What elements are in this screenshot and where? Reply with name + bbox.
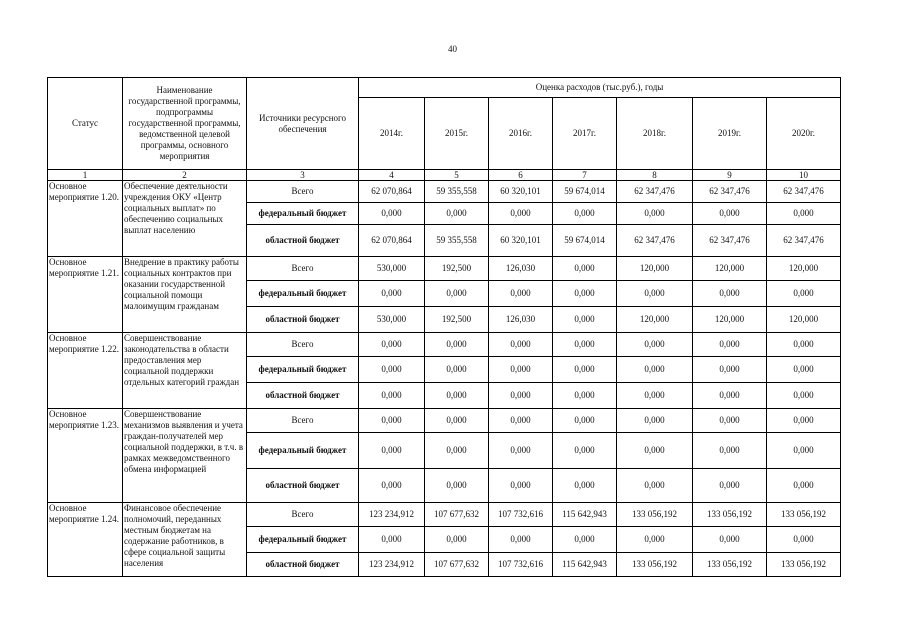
value-cell: 115 642,943 <box>553 553 617 577</box>
column-number: 8 <box>617 170 693 181</box>
value-cell: 62 347,476 <box>693 225 767 257</box>
value-cell: 0,000 <box>553 383 617 409</box>
value-cell: 0,000 <box>553 469 617 503</box>
value-cell: 60 320,101 <box>489 225 553 257</box>
column-number: 6 <box>489 170 553 181</box>
year-header: 2018г. <box>617 98 693 170</box>
value-cell: 133 056,192 <box>693 553 767 577</box>
value-cell: 0,000 <box>767 281 841 307</box>
value-cell: 0,000 <box>553 333 617 357</box>
status-cell: Основное мероприятие 1.21. <box>48 257 123 333</box>
value-cell: 530,000 <box>359 257 425 281</box>
value-cell: 0,000 <box>489 203 553 225</box>
value-cell: 60 320,101 <box>489 181 553 203</box>
column-number: 7 <box>553 170 617 181</box>
column-number-row <box>48 170 841 181</box>
source-header: Источники ресурсного обеспечения <box>247 78 359 170</box>
value-cell: 0,000 <box>693 409 767 433</box>
value-cell: 0,000 <box>489 333 553 357</box>
source-cell: федеральный бюджет <box>247 203 359 225</box>
table-row <box>48 333 841 357</box>
value-cell: 0,000 <box>425 357 489 383</box>
value-cell: 120,000 <box>617 307 693 333</box>
status-cell: Основное мероприятие 1.22. <box>48 333 123 409</box>
value-cell: 107 732,616 <box>489 553 553 577</box>
value-cell: 0,000 <box>359 433 425 469</box>
source-cell: областной бюджет <box>247 469 359 503</box>
value-cell: 107 677,632 <box>425 553 489 577</box>
program-name-cell: Внедрение в практику работы социальных контрактов при оказании государственной социальной помощи малоимущим гражданам <box>123 257 247 333</box>
name-header: Наименование государственной программы, подпрограммы государственной программы, ведомственной целевой программы, основного мероприятия <box>123 78 247 170</box>
value-cell: 0,000 <box>553 409 617 433</box>
value-cell: 107 677,632 <box>425 503 489 527</box>
value-cell: 0,000 <box>489 527 553 553</box>
column-number: 4 <box>359 170 425 181</box>
value-cell: 120,000 <box>693 257 767 281</box>
table-row <box>48 503 841 527</box>
value-cell: 0,000 <box>693 469 767 503</box>
source-cell: областной бюджет <box>247 307 359 333</box>
estimate-header: Оценка расходов (тыс.руб.), годы <box>359 78 841 98</box>
value-cell: 123 234,912 <box>359 553 425 577</box>
source-cell: федеральный бюджет <box>247 433 359 469</box>
value-cell: 0,000 <box>617 203 693 225</box>
value-cell: 59 674,014 <box>553 181 617 203</box>
value-cell: 0,000 <box>767 433 841 469</box>
value-cell: 0,000 <box>359 527 425 553</box>
page-number: 40 <box>448 44 457 54</box>
source-cell: Всего <box>247 257 359 281</box>
value-cell: 0,000 <box>489 281 553 307</box>
value-cell: 133 056,192 <box>617 503 693 527</box>
column-number: 1 <box>48 170 123 181</box>
source-cell: Всего <box>247 409 359 433</box>
source-cell: Всего <box>247 181 359 203</box>
budget-table <box>47 77 841 577</box>
value-cell: 62 347,476 <box>617 225 693 257</box>
value-cell: 0,000 <box>553 307 617 333</box>
source-cell: федеральный бюджет <box>247 527 359 553</box>
value-cell: 0,000 <box>489 433 553 469</box>
value-cell: 0,000 <box>553 357 617 383</box>
value-cell: 0,000 <box>553 203 617 225</box>
value-cell: 62 347,476 <box>767 225 841 257</box>
year-header: 2014г. <box>359 98 425 170</box>
value-cell: 530,000 <box>359 307 425 333</box>
value-cell: 133 056,192 <box>767 503 841 527</box>
column-number: 2 <box>123 170 247 181</box>
value-cell: 0,000 <box>359 203 425 225</box>
value-cell: 120,000 <box>767 257 841 281</box>
value-cell: 0,000 <box>767 357 841 383</box>
year-header: 2020г. <box>767 98 841 170</box>
value-cell: 0,000 <box>359 333 425 357</box>
value-cell: 0,000 <box>489 409 553 433</box>
value-cell: 0,000 <box>553 257 617 281</box>
value-cell: 0,000 <box>693 527 767 553</box>
column-number: 5 <box>425 170 489 181</box>
program-name-cell: Совершенствование механизмов выявления и учета граждан-получателей мер социальной поддержки, в т.ч. в рамках межведомственного обмена информацией <box>123 409 247 503</box>
value-cell: 59 674,014 <box>553 225 617 257</box>
value-cell: 62 347,476 <box>767 181 841 203</box>
value-cell: 0,000 <box>617 433 693 469</box>
value-cell: 0,000 <box>489 357 553 383</box>
table-row <box>48 409 841 433</box>
source-cell: областной бюджет <box>247 553 359 577</box>
value-cell: 0,000 <box>359 383 425 409</box>
value-cell: 120,000 <box>767 307 841 333</box>
source-cell: федеральный бюджет <box>247 281 359 307</box>
value-cell: 192,500 <box>425 257 489 281</box>
value-cell: 0,000 <box>693 383 767 409</box>
value-cell: 0,000 <box>425 333 489 357</box>
status-cell: Основное мероприятие 1.23. <box>48 409 123 503</box>
year-header: 2016г. <box>489 98 553 170</box>
value-cell: 0,000 <box>767 469 841 503</box>
column-number: 3 <box>247 170 359 181</box>
source-cell: областной бюджет <box>247 225 359 257</box>
value-cell: 126,030 <box>489 257 553 281</box>
value-cell: 0,000 <box>693 433 767 469</box>
value-cell: 0,000 <box>359 469 425 503</box>
value-cell: 0,000 <box>767 527 841 553</box>
value-cell: 107 732,616 <box>489 503 553 527</box>
value-cell: 0,000 <box>693 203 767 225</box>
value-cell: 0,000 <box>425 433 489 469</box>
value-cell: 0,000 <box>359 281 425 307</box>
program-name-cell: Совершенствование законодательства в области предоставления мер социальной поддержки отдельных категорий граждан <box>123 333 247 409</box>
value-cell: 0,000 <box>553 281 617 307</box>
value-cell: 0,000 <box>617 281 693 307</box>
value-cell: 59 355,558 <box>425 181 489 203</box>
value-cell: 0,000 <box>359 357 425 383</box>
value-cell: 120,000 <box>693 307 767 333</box>
program-name-cell: Обеспечение деятельности учреждения ОКУ «Центр социальных выплат» по обеспечению социальных выплат населению <box>123 181 247 257</box>
value-cell: 0,000 <box>425 203 489 225</box>
year-header: 2015г. <box>425 98 489 170</box>
value-cell: 0,000 <box>553 527 617 553</box>
value-cell: 0,000 <box>767 409 841 433</box>
value-cell: 0,000 <box>693 357 767 383</box>
status-header: Статус <box>48 78 123 170</box>
table-row <box>48 181 841 203</box>
column-number: 10 <box>767 170 841 181</box>
value-cell: 0,000 <box>617 383 693 409</box>
source-cell: федеральный бюджет <box>247 357 359 383</box>
value-cell: 0,000 <box>617 333 693 357</box>
value-cell: 123 234,912 <box>359 503 425 527</box>
program-name-cell: Финансовое обеспечение полномочий, переданных местным бюджетам на содержание работников, в сфере социальной защиты населения <box>123 503 247 577</box>
value-cell: 0,000 <box>693 333 767 357</box>
value-cell: 0,000 <box>767 333 841 357</box>
value-cell: 133 056,192 <box>693 503 767 527</box>
table-row <box>48 257 841 281</box>
value-cell: 62 347,476 <box>617 181 693 203</box>
source-cell: областной бюджет <box>247 383 359 409</box>
year-header: 2017г. <box>553 98 617 170</box>
value-cell: 0,000 <box>425 527 489 553</box>
value-cell: 0,000 <box>617 409 693 433</box>
value-cell: 0,000 <box>553 433 617 469</box>
value-cell: 62 070,864 <box>359 181 425 203</box>
source-cell: Всего <box>247 333 359 357</box>
value-cell: 192,500 <box>425 307 489 333</box>
year-header: 2019г. <box>693 98 767 170</box>
value-cell: 0,000 <box>425 383 489 409</box>
value-cell: 0,000 <box>359 409 425 433</box>
value-cell: 0,000 <box>693 281 767 307</box>
status-cell: Основное мероприятие 1.20. <box>48 181 123 257</box>
value-cell: 0,000 <box>617 469 693 503</box>
value-cell: 120,000 <box>617 257 693 281</box>
value-cell: 0,000 <box>425 409 489 433</box>
value-cell: 0,000 <box>617 357 693 383</box>
value-cell: 126,030 <box>489 307 553 333</box>
value-cell: 62 347,476 <box>693 181 767 203</box>
column-number: 9 <box>693 170 767 181</box>
value-cell: 115 642,943 <box>553 503 617 527</box>
value-cell: 0,000 <box>489 469 553 503</box>
status-cell: Основное мероприятие 1.24. <box>48 503 123 577</box>
value-cell: 133 056,192 <box>617 553 693 577</box>
value-cell: 0,000 <box>617 527 693 553</box>
value-cell: 0,000 <box>425 469 489 503</box>
source-cell: Всего <box>247 503 359 527</box>
value-cell: 0,000 <box>489 383 553 409</box>
value-cell: 0,000 <box>767 203 841 225</box>
value-cell: 62 070,864 <box>359 225 425 257</box>
value-cell: 0,000 <box>425 281 489 307</box>
value-cell: 59 355,558 <box>425 225 489 257</box>
value-cell: 0,000 <box>767 383 841 409</box>
value-cell: 133 056,192 <box>767 553 841 577</box>
